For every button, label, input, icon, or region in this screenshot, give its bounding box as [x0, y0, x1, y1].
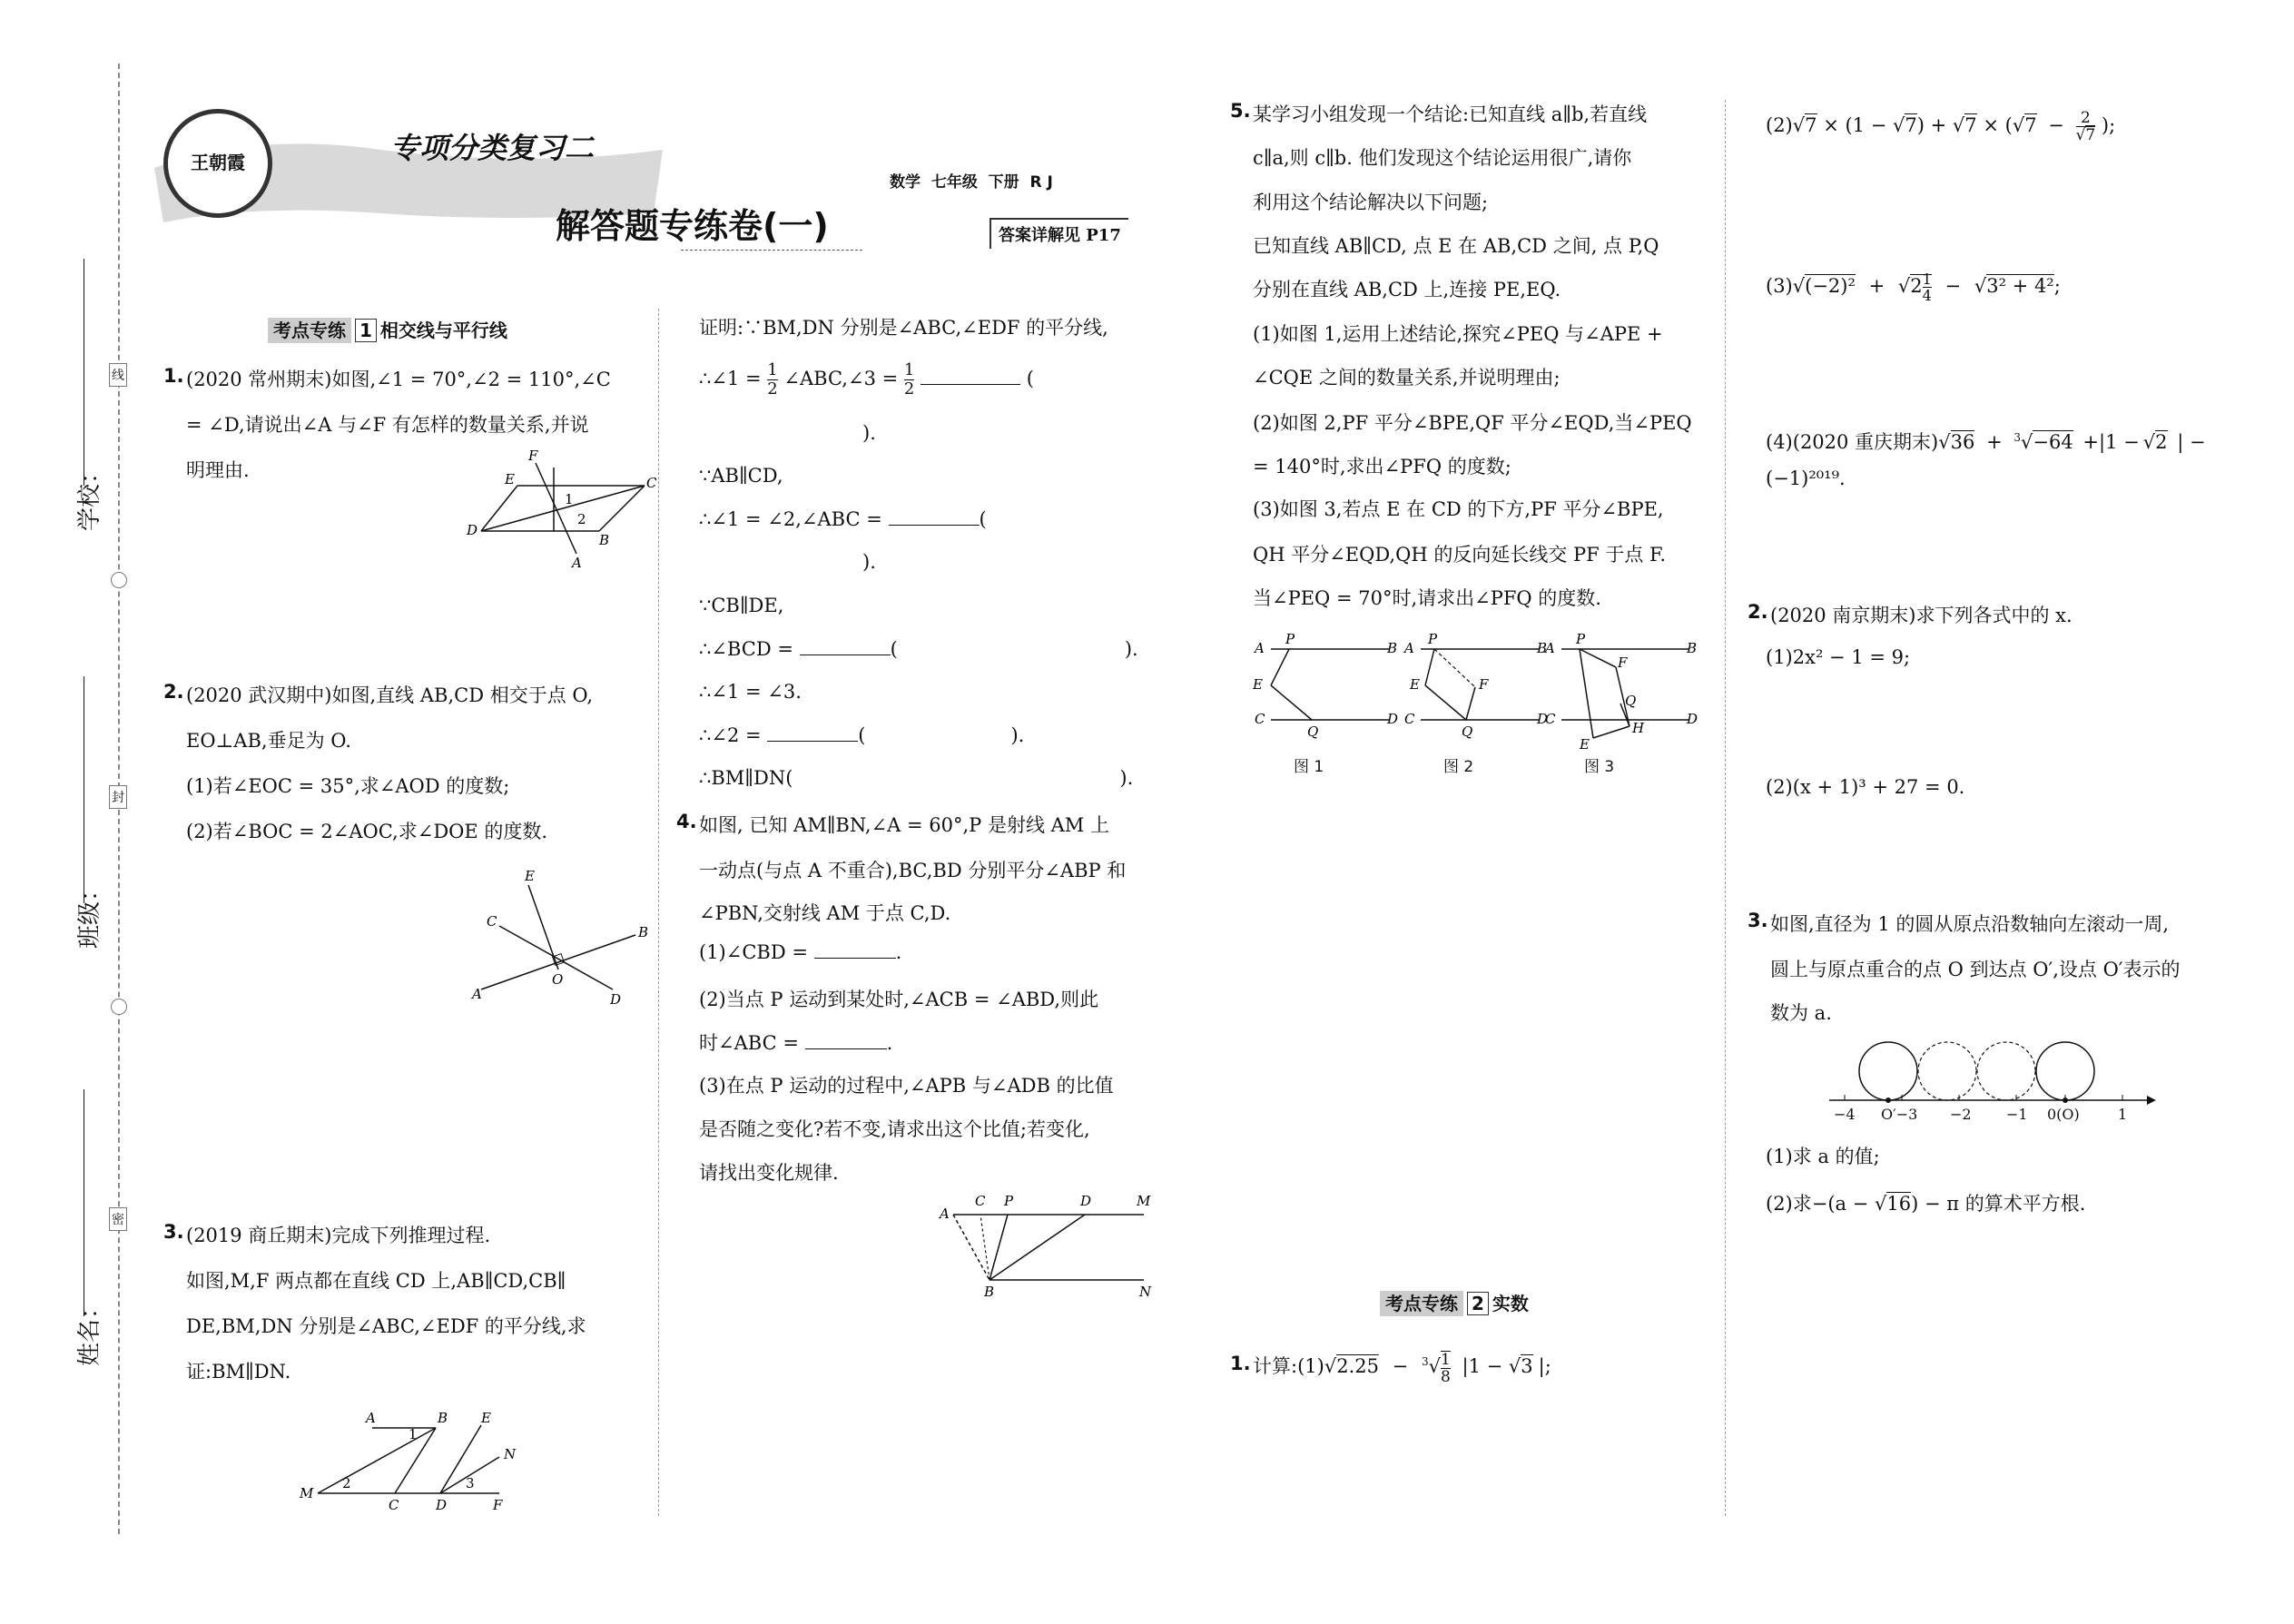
q1-text: = ∠D,请说出∠A 与∠F 有怎样的数量关系,并说 [186, 414, 589, 436]
svg-text:P: P [1285, 631, 1295, 647]
q5-text: ∠CQE 之间的数量关系,并说明理由; [1253, 367, 1561, 389]
s2q1-text: 计算:(1) [1253, 1355, 1324, 1377]
r3-text: (4)(2020 重庆期末) [1766, 431, 1939, 453]
s2q3-text: 如图,直径为 1 的圆从原点沿数轴向左滚动一周, [1770, 913, 2170, 935]
svg-text:D: D [467, 522, 478, 538]
proof-text: ( [979, 508, 987, 530]
q4-text: (2)当点 P 运动到某处时,∠ACB = ∠ABD,则此 [699, 989, 1099, 1010]
punch-hole [111, 999, 127, 1015]
q5-figure-2 [1403, 631, 1548, 740]
q2-number: 2. [163, 681, 184, 703]
column-divider [1725, 100, 1726, 1516]
proof-text: ( [1026, 368, 1034, 389]
svg-text:3: 3 [466, 1475, 475, 1491]
axis-label: 0(O) [2047, 1106, 2080, 1123]
q3-text: 如图,M,F 两点都在直线 CD 上,AB∥CD,CB∥ [186, 1270, 566, 1292]
q4-figure [935, 1189, 1153, 1303]
svg-text:P: P [1428, 631, 1438, 647]
punch-hole [111, 572, 127, 588]
seal-mark-seal: 封 [109, 785, 127, 809]
fraction [904, 361, 914, 399]
sqrt-icon: √ [1792, 114, 1806, 136]
radicand: 7 [2024, 114, 2037, 136]
figure-caption: 图 2 [1443, 758, 1474, 776]
q5-text: = 140°时,求出∠PFQ 的度数; [1253, 456, 1511, 477]
svg-text:D: D [436, 1497, 448, 1513]
radicand: 2.25 [1336, 1355, 1379, 1377]
svg-text:2: 2 [577, 511, 586, 527]
sqrt-icon: √ [2142, 431, 2156, 453]
s2q3-number: 3. [1748, 910, 1768, 931]
proof-line [699, 361, 1034, 399]
svg-text:Q: Q [1307, 723, 1319, 740]
fraction-numerator: 1 [1441, 1350, 1451, 1369]
svg-text:2: 2 [342, 1475, 351, 1491]
q2-text: (2020 武汉期中)如图,直线 AB,CD 相交于点 O, [186, 684, 594, 706]
s2q1-text: |1 − [1462, 1355, 1509, 1377]
sqrt-icon: √ [1974, 275, 1987, 297]
svg-text:Q: Q [1462, 723, 1473, 740]
svg-text:A: A [940, 1206, 950, 1222]
q5-number: 5. [1230, 100, 1251, 122]
svg-text:M: M [300, 1485, 314, 1501]
svg-text:C: C [646, 475, 657, 491]
section-name: 相交线与平行线 [379, 320, 507, 341]
r1-text: ) + [1916, 114, 1953, 136]
fraction-numerator: 1 [1922, 271, 1932, 288]
fraction-denominator: 2 [903, 379, 915, 399]
q1-figure [463, 448, 657, 576]
proof-text: ). [1119, 767, 1134, 789]
svg-text:D: D [1387, 711, 1399, 727]
q3-number: 3. [163, 1221, 184, 1243]
s2q2-part: (2)(x + 1)³ + 27 = 0. [1766, 776, 1965, 798]
fraction-denominator: 4 [1922, 287, 1932, 304]
q5-figure-1 [1253, 631, 1398, 740]
s2q3-part [1766, 1186, 2085, 1222]
fraction-numerator: 2 [2076, 110, 2096, 127]
q1-number: 1. [163, 365, 184, 387]
svg-text:A: A [572, 555, 582, 571]
proof-line: ∵CB∥DE, [699, 595, 784, 616]
radicand: 16 [1886, 1193, 1912, 1215]
proof-text: ). [1010, 724, 1025, 746]
q5-text: QH 平分∠EQD,QH 的反向延长线交 PF 于点 F. [1253, 544, 1667, 566]
s2q1-number: 1. [1230, 1353, 1251, 1374]
q2-text: EO⊥AB,垂足为 O. [186, 730, 351, 752]
sqrt-icon: √ [1508, 1355, 1521, 1377]
svg-text:C: C [487, 913, 497, 930]
svg-text:P: P [1576, 631, 1586, 647]
r3-text: + [1986, 431, 2003, 453]
svg-text:E: E [1253, 676, 1263, 693]
q2-text: (1)若∠EOC = 35°,求∠AOD 的度数; [186, 775, 510, 797]
svg-text:E: E [1580, 736, 1590, 753]
axis-label: −4 [1834, 1106, 1856, 1123]
svg-text:A: A [1545, 640, 1555, 656]
svg-text:A: A [366, 1410, 376, 1426]
radicand: 7 [1905, 114, 1917, 136]
q4-part [699, 1029, 892, 1056]
svg-text:C: C [1545, 711, 1556, 727]
s2q1-text: |; [1538, 1355, 1551, 1377]
svg-text:D: D [1080, 1193, 1092, 1209]
r3-text: | − [2177, 431, 2206, 453]
proof-text: ( [890, 638, 898, 660]
sqrt-icon: √ [1938, 431, 1951, 453]
q4-text: (1)∠CBD = [699, 941, 814, 963]
section-tag: 考点专练 [268, 318, 351, 343]
radicand: −64 [2033, 431, 2073, 453]
q5-figure-3 [1543, 631, 1698, 753]
answer-blank[interactable] [805, 1048, 887, 1049]
svg-text:O: O [552, 971, 564, 988]
radicand: 7 [1805, 114, 1817, 136]
q4-text: (3)在点 P 运动的过程中,∠APB 与∠ADB 的比值 [699, 1075, 1114, 1097]
q4-text: 如图, 已知 AM∥BN,∠A = 60°,P 是射线 AM 上 [699, 814, 1109, 836]
sqrt-icon: √ [1897, 275, 1911, 297]
s2q1-expr: 计算:(1)√2.25 − $^3$√ $\frac{1}{8}$ |1 − √3 |; [1253, 1350, 1551, 1386]
answer-blank[interactable] [921, 384, 1020, 385]
q5-text: (3)如图 3,若点 E 在 CD 的下方,PF 平分∠BPE, [1253, 498, 1664, 520]
radicand: 36 [1950, 431, 1975, 453]
answer-blank[interactable] [889, 525, 980, 526]
sqrt-icon: √ [1428, 1355, 1441, 1377]
svg-text:A: A [1255, 640, 1265, 656]
fraction [2076, 110, 2096, 143]
fraction-denominator: 2 [767, 379, 778, 399]
r3-text: (−1)²⁰¹⁹. [1766, 468, 1846, 489]
svg-text:B: B [438, 1410, 448, 1426]
svg-text:B: B [1537, 640, 1548, 656]
svg-text:F: F [1618, 655, 1628, 671]
r2-expr [1766, 268, 2061, 304]
svg-text:N: N [504, 1446, 517, 1462]
r2-text: (3) [1766, 275, 1793, 297]
meta-info: 数学 七年级 下册 R J [890, 173, 1053, 192]
proof-line [699, 767, 1133, 789]
axis-label: 1 [2118, 1106, 2128, 1123]
svg-text:1: 1 [565, 491, 574, 507]
sqrt-icon: √ [1792, 275, 1806, 297]
figure-caption: 图 3 [1584, 758, 1615, 776]
q5-text: 已知直线 AB∥CD, 点 E 在 AB,CD 之间, 点 P,Q [1253, 235, 1659, 257]
axis-label: O′−3 [1881, 1106, 1918, 1123]
proof-line [699, 724, 1024, 746]
proof-line [699, 508, 987, 530]
q5-text: 某学习小组发现一个结论:已知直线 a∥b,若直线 [1253, 103, 1648, 125]
proof-line: ). [862, 551, 876, 573]
mixed-int: 2 [1910, 275, 1923, 297]
q1-text: (2020 常州期末)如图,∠1 = 70°,∠2 = 110°,∠C [186, 369, 611, 390]
proof-text: ∴∠1 = ∠2,∠ABC = [699, 508, 889, 530]
svg-text:B: B [1687, 640, 1698, 656]
r3-expr [1766, 419, 2206, 460]
section-tag: 考点专练 [1380, 1291, 1463, 1316]
fraction-denominator: 8 [1441, 1367, 1451, 1386]
r1-text: × (1 − [1823, 114, 1893, 136]
svg-text:F: F [528, 448, 538, 464]
r1-text: × ( [1983, 114, 2013, 136]
q4-number: 4. [676, 811, 697, 832]
brand-logo [163, 109, 272, 218]
sqrt-icon: √ [1324, 1355, 1337, 1377]
q3-text: 证:BM∥DN. [186, 1361, 291, 1383]
name-label: 姓名： [76, 1294, 103, 1366]
svg-text:E: E [481, 1410, 491, 1426]
q4-text: . [886, 1032, 893, 1054]
radicand: 2 [2155, 431, 2168, 453]
q2-figure [463, 868, 654, 1008]
root-index: 3 [2013, 431, 2022, 444]
svg-text:C: C [1255, 711, 1265, 727]
proof-line: ). [862, 422, 876, 444]
svg-text:C: C [1404, 711, 1415, 727]
s2q2-part: (1)2x² − 1 = 9; [1766, 646, 1911, 668]
svg-text:1: 1 [409, 1426, 418, 1442]
svg-text:D: D [1687, 711, 1698, 727]
sqrt-icon: √ [1952, 114, 1965, 136]
fraction-numerator: 1 [903, 360, 915, 379]
r1-text: − [2048, 114, 2064, 136]
svg-text:C: C [975, 1193, 986, 1209]
svg-text:B: B [1387, 640, 1398, 656]
svg-text:D: D [1537, 711, 1549, 727]
proof-line: 证明:∵BM,DN 分别是∠ABC,∠EDF 的平分线, [699, 317, 1108, 339]
svg-text:F: F [493, 1497, 503, 1513]
fraction-denominator: √7 [2075, 126, 2096, 144]
proof-line: ∵AB∥CD, [699, 465, 783, 487]
root-index: 3 [1421, 1355, 1429, 1368]
number-line-figure [1825, 1035, 2170, 1135]
q4-part [699, 941, 901, 963]
svg-text:M: M [1137, 1193, 1151, 1209]
r2-text: + [1868, 275, 1885, 297]
proof-text: ∴∠1 = [699, 368, 768, 389]
proof-line: ∴∠1 = ∠3. [699, 681, 802, 703]
q5-text: 利用这个结论解决以下问题; [1253, 192, 1489, 213]
r3-text: +|1 − [2082, 431, 2140, 453]
radicand: 3 [1521, 1355, 1533, 1377]
q5-text: (1)如图 1,运用上述结论,探究∠PEQ 与∠APE + [1253, 323, 1663, 345]
sqrt-icon: √ [2021, 431, 2033, 453]
svg-text:C: C [389, 1497, 399, 1513]
sqrt-icon: √ [2012, 114, 2025, 136]
svg-text:Q: Q [1625, 693, 1637, 709]
q4-text: ∠PBN,交射线 AM 于点 C,D. [699, 902, 951, 924]
school-label: 学校： [76, 459, 103, 531]
column-divider [658, 309, 659, 1516]
proof-text: ). [1124, 638, 1138, 660]
r2-text: − [1944, 275, 1962, 297]
section-number: 2 [1467, 1292, 1489, 1315]
fraction [1441, 1351, 1451, 1385]
proof-text: ( [858, 724, 866, 746]
svg-text:P: P [1004, 1193, 1014, 1209]
q3-text: DE,BM,DN 分别是∠ABC,∠EDF 的平分线,求 [186, 1315, 586, 1337]
q4-text: . [895, 941, 902, 963]
answer-ref: 答案详解见 P17 [989, 218, 1128, 249]
q5-text: c∥a,则 c∥b. 他们发现这个结论运用很广,请你 [1253, 147, 1632, 169]
q4-text: 是否随之变化?若不变,请求出这个比值;若变化, [699, 1118, 1090, 1140]
s2q2-text: (2020 南京期末)求下列各式中的 x. [1770, 605, 2072, 626]
q3-text: (2019 商丘期末)完成下列推理过程. [186, 1225, 491, 1246]
r2-text: ; [2053, 275, 2061, 297]
q4-text: 一动点(与点 A 不重合),BC,BD 分别平分∠ABP 和 [699, 860, 1127, 881]
r1-text: (2) [1766, 114, 1793, 136]
svg-text:D: D [610, 991, 622, 1008]
svg-text:E: E [505, 471, 515, 487]
mixed-number [1910, 271, 1932, 304]
svg-text:N: N [1139, 1284, 1152, 1300]
proof-text: ∴∠2 = [699, 724, 768, 746]
answer-blank[interactable] [814, 958, 896, 959]
brand-name: 王朝霞 [191, 152, 245, 173]
seal-mark-secret: 密 [109, 1207, 127, 1231]
svg-text:B: B [599, 532, 610, 548]
fraction [767, 361, 777, 399]
s2q3-text: 数为 a. [1770, 1002, 1832, 1024]
section1-title [268, 316, 507, 342]
series-title: 专项分类复习二 [390, 131, 595, 165]
proof-text: ∠ABC,∠3 = [783, 368, 904, 389]
proof-line [699, 638, 1138, 660]
fraction-numerator: 1 [767, 360, 778, 379]
proof-text: ∴∠BCD = [699, 638, 800, 660]
r1-text: ); [2101, 114, 2116, 136]
axis-label: −1 [2006, 1106, 2028, 1123]
svg-text:E: E [525, 868, 535, 884]
r1-expr [1766, 107, 2115, 143]
svg-text:E: E [1410, 676, 1420, 693]
radicand: 3² + 4² [1986, 275, 2054, 297]
section2-title [1380, 1289, 1529, 1315]
answer-blank[interactable] [767, 741, 858, 742]
q5-text: (2)如图 2,PF 平分∠BPE,QF 平分∠EQD,当∠PEQ [1253, 412, 1692, 434]
sqrt-icon: √ [1875, 1193, 1887, 1215]
fraction [1923, 271, 1932, 303]
q4-text: 请找出变化规律. [699, 1162, 839, 1184]
radicand: 7 [1964, 114, 1977, 136]
radicand: (−2)² [1805, 275, 1856, 297]
axis-label: −2 [1950, 1106, 1972, 1123]
header-divider [681, 250, 862, 251]
sqrt-icon: √ [1892, 114, 1905, 136]
q5-text: 当∠PEQ = 70°时,请求出∠PFQ 的度数. [1253, 587, 1601, 609]
figure-caption: 图 1 [1294, 758, 1324, 776]
seal-mark-line: 线 [109, 363, 127, 387]
q1-text: 明理由. [186, 459, 250, 481]
q4-text: 时∠ABC = [699, 1032, 805, 1054]
svg-text:F: F [1479, 676, 1489, 693]
svg-text:H: H [1632, 720, 1645, 736]
q5-text: 分别在直线 AB,CD 上,连接 PE,EQ. [1253, 279, 1561, 300]
q2-text: (2)若∠BOC = 2∠AOC,求∠DOE 的度数. [186, 821, 548, 842]
s2q2-number: 2. [1748, 601, 1768, 623]
q3-figure [295, 1403, 531, 1511]
svg-text:A: A [472, 986, 482, 1002]
svg-text:B: B [984, 1284, 995, 1300]
paper-title: 解答题专练卷(一) [556, 206, 829, 246]
radicand: 7 [2085, 126, 2096, 144]
s2q3-text: 圆上与原点重合的点 O 到达点 O′,设点 O′表示的 [1770, 959, 2181, 980]
s2q3-text: (2)求−(a − [1766, 1193, 1876, 1215]
section-name: 实数 [1492, 1293, 1529, 1314]
proof-text: ∴BM∥DN( [699, 767, 793, 789]
svg-text:A: A [1404, 640, 1414, 656]
s2q3-text: ) − π 的算术平方根. [1911, 1193, 2086, 1215]
class-label: 班级： [76, 877, 103, 949]
svg-text:B: B [638, 924, 649, 940]
section-number: 1 [355, 319, 377, 342]
s2q3-part: (1)求 a 的值; [1766, 1146, 1880, 1167]
